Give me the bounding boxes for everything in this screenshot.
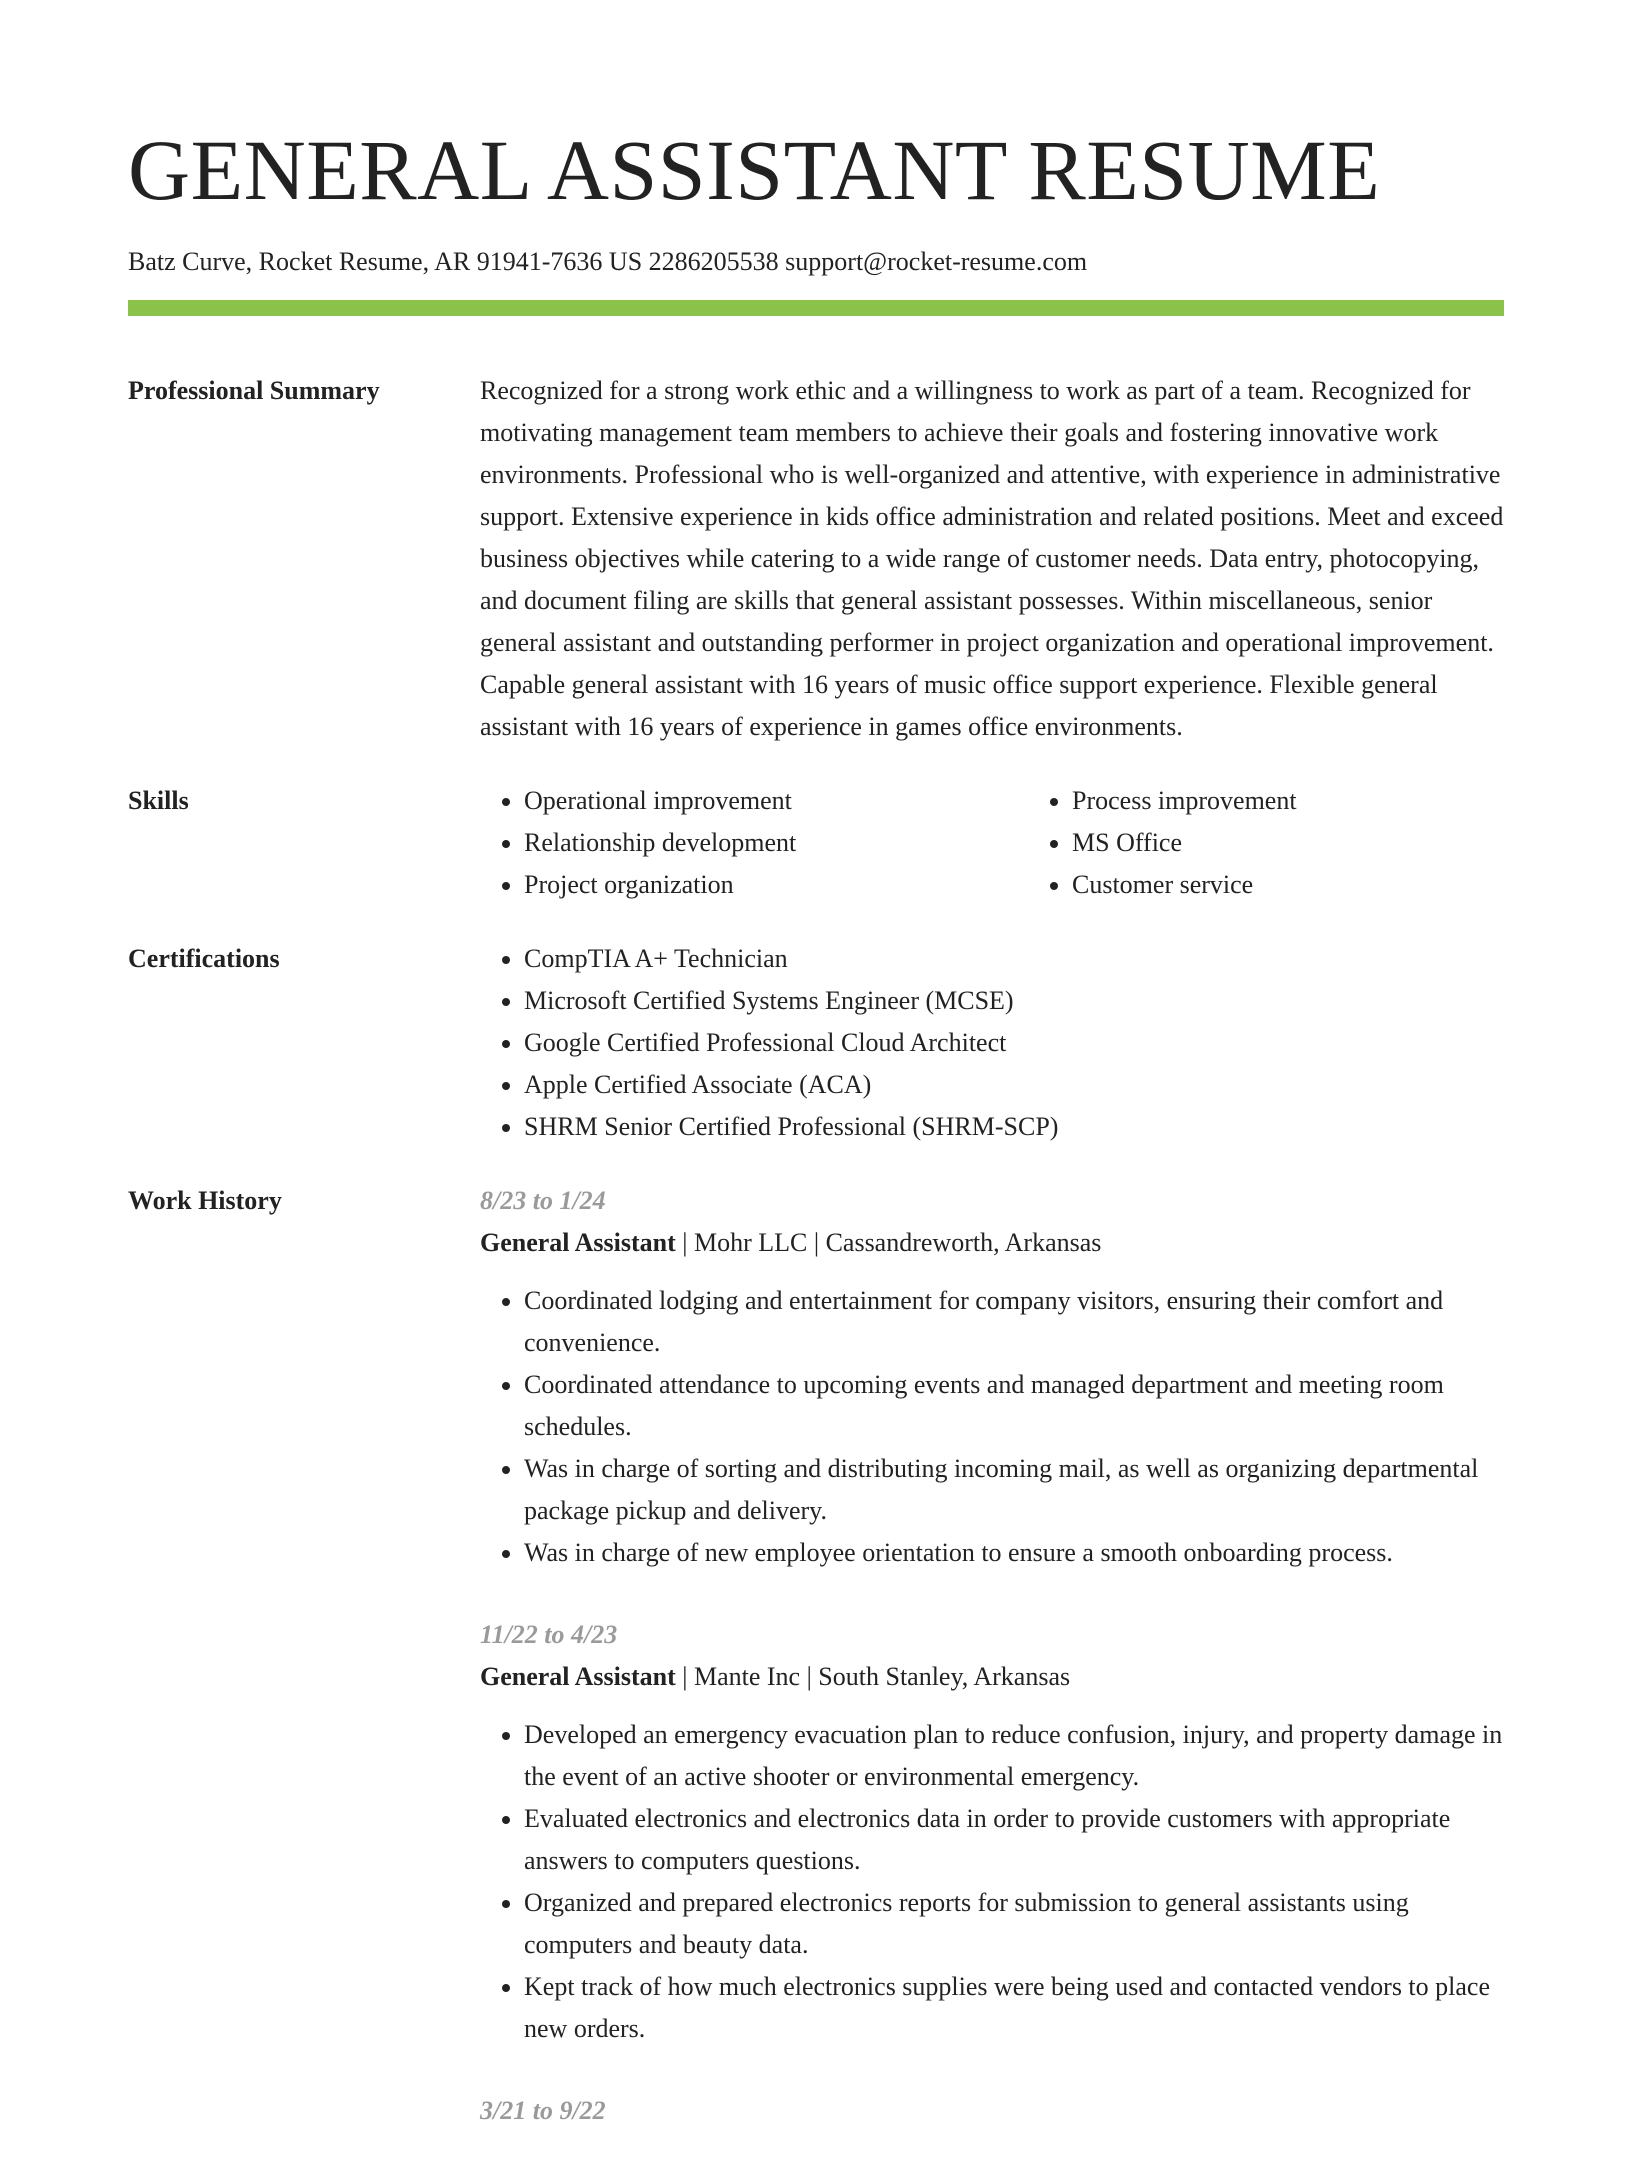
job-bullet: • Evaluated electronics and electronics data in order to provide customers with appropriate answers to computers questions. (524, 1798, 1504, 1882)
job-bullet: • Organized and prepared electronics reports for submission to general assistants using computers and beauty data. (524, 1882, 1504, 1966)
skills-list-right (1028, 780, 1576, 906)
certification-item: • Microsoft Certified Systems Engineer (MCSE) (524, 980, 1504, 1022)
job-title: General Assistant (480, 1228, 676, 1257)
skill-item: • Project organization (524, 864, 1028, 906)
summary-section (128, 370, 1504, 748)
job-bullet: • Coordinated lodging and entertainment for company visitors, ensuring their comfort and convenience. (524, 1280, 1504, 1364)
job-dates: 11/22 to 4/23 (480, 1620, 618, 1649)
job-location: South Stanley, Arkansas (818, 1662, 1071, 1691)
accent-divider (128, 300, 1504, 316)
contact-line: Batz Curve, Rocket Resume, AR 91941-7636 US 2286205538 support@rocket-resume.com (128, 247, 1088, 276)
job-heading (480, 1656, 1504, 1698)
skills-section (128, 780, 1504, 906)
job-bullet: • Kept track of how much electronics supplies were being used and contacted vendors to place new orders. (524, 1966, 1504, 2050)
certifications-list (480, 938, 1504, 1148)
job-location: Cassandreworth, Arkansas (825, 1228, 1102, 1257)
skill-item: • Relationship development (524, 822, 1028, 864)
job-entry (480, 1614, 1504, 2050)
job-company: Mante Inc (693, 1662, 801, 1691)
job-bullet: • Was in charge of new employee orientation to ensure a smooth onboarding process. (524, 1532, 1504, 1574)
job-bullet: • Coordinated attendance to upcoming events and managed department and meeting room schedules. (524, 1364, 1504, 1448)
skill-item: • Customer service (1072, 864, 1576, 906)
section-label: Skills (128, 786, 189, 815)
certification-item: • Google Certified Professional Cloud Architect (524, 1022, 1504, 1064)
certification-item: • Apple Certified Associate (ACA) (524, 1064, 1504, 1106)
skill-item: • Operational improvement (524, 780, 1028, 822)
separator: | (807, 1228, 826, 1257)
separator: | (675, 1228, 694, 1257)
job-dates: 3/21 to 9/22 (480, 2096, 606, 2125)
certifications-section (128, 938, 1504, 1148)
certification-item: • CompTIA A+ Technician (524, 938, 1504, 980)
resume-page (128, 0, 1504, 2172)
summary-text: Recognized for a strong work ethic and a willingness to work as part of a team. Recognized for motivating management team members to achieve their goals and fostering innovative work environments. Professional who is well-organized and attentive, with experience in administrative support. Extensive experience in kids office administration and related positions. Meet and exceed business objectives while catering to a wide range of customer needs. Data entry, photocopying, and document filing are skills that general assistant possesses. Within miscellaneous, senior general assistant and outstanding performer in project organization and operational improvement. Capable general assistant with 16 years of music office support experience. Flexible general assistant with 16 years of experience in games office environments. (480, 376, 1504, 741)
work-history-section (128, 1180, 1504, 2172)
section-label: Work History (128, 1186, 282, 1215)
job-bullet: • Developed an emergency evacuation plan to reduce confusion, injury, and property damage in the event of an active shooter or environmental emergency. (524, 1714, 1504, 1798)
resume-title: GENERAL ASSISTANT RESUME (128, 122, 1381, 218)
job-bullet-list (480, 1280, 1504, 1574)
skill-item: • Process improvement (1072, 780, 1576, 822)
job-entry (480, 1180, 1504, 1574)
job-heading (480, 1222, 1504, 1264)
job-entry (480, 2090, 1504, 2132)
job-title: General Assistant (480, 1662, 676, 1691)
skill-item: • MS Office (1072, 822, 1576, 864)
section-label: Certifications (128, 944, 280, 973)
job-dates: 8/23 to 1/24 (480, 1186, 606, 1215)
job-bullet: • Was in charge of sorting and distributing incoming mail, as well as organizing departmental package pickup and delivery. (524, 1448, 1504, 1532)
separator: | (800, 1662, 819, 1691)
job-company: Mohr LLC (693, 1228, 808, 1257)
certification-item: • SHRM Senior Certified Professional (SHRM-SCP) (524, 1106, 1504, 1148)
job-bullet-list (480, 1714, 1504, 2050)
section-label: Professional Summary (128, 376, 380, 405)
skills-list-left (480, 780, 1028, 906)
separator: | (675, 1662, 694, 1691)
